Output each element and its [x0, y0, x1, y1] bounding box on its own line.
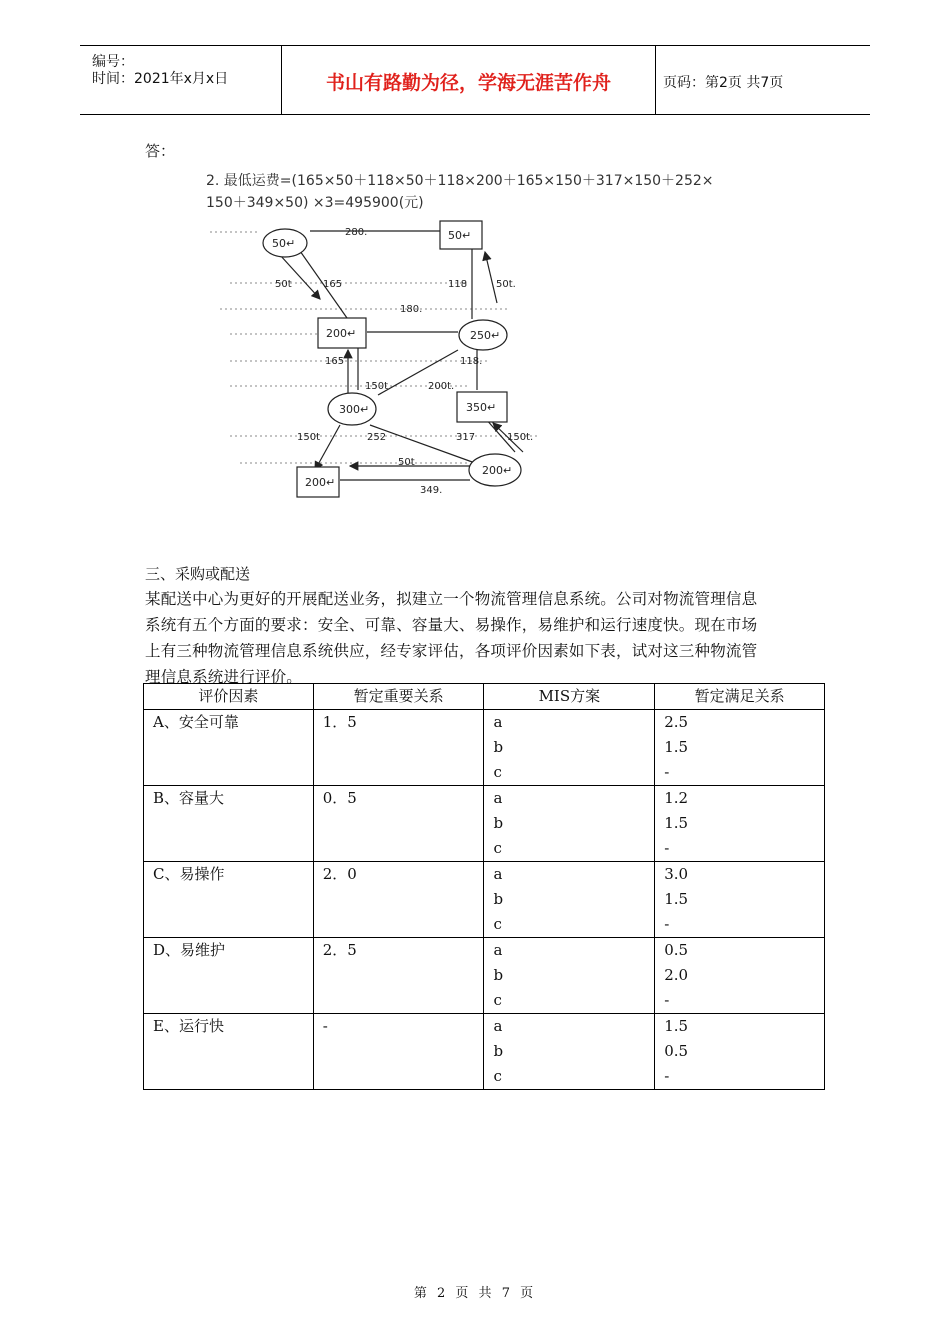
- node-demand-200b: 200↵: [305, 476, 336, 489]
- edge-label: 50t: [275, 279, 292, 290]
- node-demand-200: 200↵: [326, 327, 357, 340]
- col-header-importance: 暂定重要关系: [313, 684, 484, 710]
- edge-label: 165: [325, 356, 345, 367]
- satisfaction-cell: 2.0: [664, 966, 689, 984]
- edge-label: 317: [456, 432, 476, 443]
- table-row: [144, 938, 825, 1014]
- option-cell: c: [493, 991, 502, 1009]
- section-title: 三、采购或配送: [145, 565, 251, 583]
- factor-cell: A、安全可靠: [153, 713, 239, 731]
- document-number: 编号：: [92, 54, 134, 70]
- answer-label: 答：: [145, 142, 176, 160]
- problem-paragraph: [145, 586, 815, 690]
- satisfaction-cell: 1.5: [664, 814, 689, 832]
- option-cell: c: [493, 915, 502, 933]
- page-footer: 第 2 页 共 7 页: [413, 1286, 537, 1301]
- table-row: [144, 862, 825, 938]
- cost-formula-line1: 2. 最低运费=(165×50＋118×50＋118×200＋165×150＋317×150＋252×: [206, 173, 714, 189]
- table-header-row: [144, 684, 825, 710]
- paragraph-line: 系统有五个方面的要求：安全、可靠、容量大、易操作，易维护和运行速度快。现在市场: [145, 616, 758, 634]
- col-header-mis-option: MIS方案: [484, 684, 655, 710]
- satisfaction-cell: -: [664, 991, 670, 1009]
- satisfaction-cell: 0.5: [664, 1042, 689, 1060]
- edge-label: 150t: [365, 381, 389, 392]
- page-header: [80, 45, 870, 115]
- option-cell: b: [493, 738, 504, 756]
- edge-label: 165: [323, 279, 343, 290]
- option-cell: b: [493, 966, 504, 984]
- option-cell: a: [493, 865, 503, 883]
- node-supply-200: 200↵: [482, 464, 513, 477]
- satisfaction-cell: 2.5: [664, 713, 689, 731]
- network-nodes: [263, 221, 521, 497]
- table-row: [144, 710, 825, 786]
- header-motto: 书山有路勤为径，学海无涯苦作舟: [325, 72, 611, 94]
- satisfaction-cell: 3.0: [664, 865, 689, 883]
- option-cell: a: [493, 1017, 503, 1035]
- edge-label: 150t.: [507, 432, 534, 443]
- edge-label: 349.: [420, 485, 443, 496]
- satisfaction-cell: -: [664, 839, 670, 857]
- edge-label: 118.: [460, 356, 483, 367]
- option-cell: c: [493, 839, 502, 857]
- option-cell: a: [493, 789, 503, 807]
- edge-label: 50t: [398, 457, 415, 468]
- edge-label: 252: [367, 432, 387, 443]
- option-cell: c: [493, 763, 502, 781]
- paragraph-line: 上有三种物流管理信息系统供应，经专家评估，各项评价因素如下表，试对这三种物流管: [145, 642, 758, 660]
- col-header-satisfaction: 暂定满足关系: [655, 684, 825, 710]
- cost-formula-line2: 150＋349×50) ×3=495900(元): [206, 195, 424, 211]
- document-time: 时间：2021年x月x日: [92, 71, 229, 87]
- satisfaction-cell: 1.5: [664, 1017, 689, 1035]
- factor-cell: D、易维护: [153, 941, 226, 959]
- option-cell: b: [493, 1042, 504, 1060]
- header-page-info: 页码：第2页 共7页: [663, 75, 784, 91]
- satisfaction-cell: -: [664, 1067, 670, 1085]
- importance-cell: -: [322, 1017, 328, 1035]
- edge-label: 280.: [345, 227, 368, 238]
- satisfaction-cell: 1.5: [664, 890, 689, 908]
- option-cell: c: [493, 1067, 502, 1085]
- node-supply-250: 250↵: [470, 329, 501, 342]
- factor-cell: E、运行快: [153, 1017, 224, 1035]
- col-header-factor: 评价因素: [144, 684, 314, 710]
- importance-cell: 0．5: [322, 789, 357, 807]
- table-row: [144, 1014, 825, 1090]
- node-supply-50: 50↵: [272, 237, 296, 250]
- satisfaction-cell: -: [664, 915, 670, 933]
- satisfaction-cell: -: [664, 763, 670, 781]
- table-row: [144, 786, 825, 862]
- network-diagram: [200, 165, 790, 510]
- paragraph-line: 某配送中心为更好的开展配送业务，拟建立一个物流管理信息系统。公司对物流管理信息: [145, 590, 758, 608]
- node-demand-50: 50↵: [448, 229, 472, 242]
- edge-label: 180.: [400, 304, 423, 315]
- node-demand-350: 350↵: [466, 401, 497, 414]
- factor-cell: C、易操作: [153, 865, 225, 883]
- edge-label: 118: [448, 279, 468, 290]
- importance-cell: 1．5: [322, 713, 357, 731]
- header-motto-cell: [281, 46, 656, 114]
- node-supply-300: 300↵: [339, 403, 370, 416]
- satisfaction-cell: 0.5: [664, 941, 689, 959]
- edge-label: 50t.: [496, 279, 516, 290]
- option-cell: b: [493, 890, 504, 908]
- importance-cell: 2．0: [322, 865, 357, 883]
- satisfaction-cell: 1.5: [664, 738, 689, 756]
- paragraph-line: 理信息系统进行评价。: [145, 668, 303, 686]
- option-cell: b: [493, 814, 504, 832]
- option-cell: a: [493, 941, 503, 959]
- evaluation-table: [143, 683, 825, 1090]
- option-cell: a: [493, 713, 503, 731]
- transport-network-figure: [200, 165, 790, 510]
- satisfaction-cell: 1.2: [664, 789, 689, 807]
- edge-label: 150t: [297, 432, 321, 443]
- edge-label: 200t.: [428, 381, 455, 392]
- factor-cell: B、容量大: [153, 789, 225, 807]
- header-meta: [80, 46, 280, 114]
- importance-cell: 2．5: [322, 941, 357, 959]
